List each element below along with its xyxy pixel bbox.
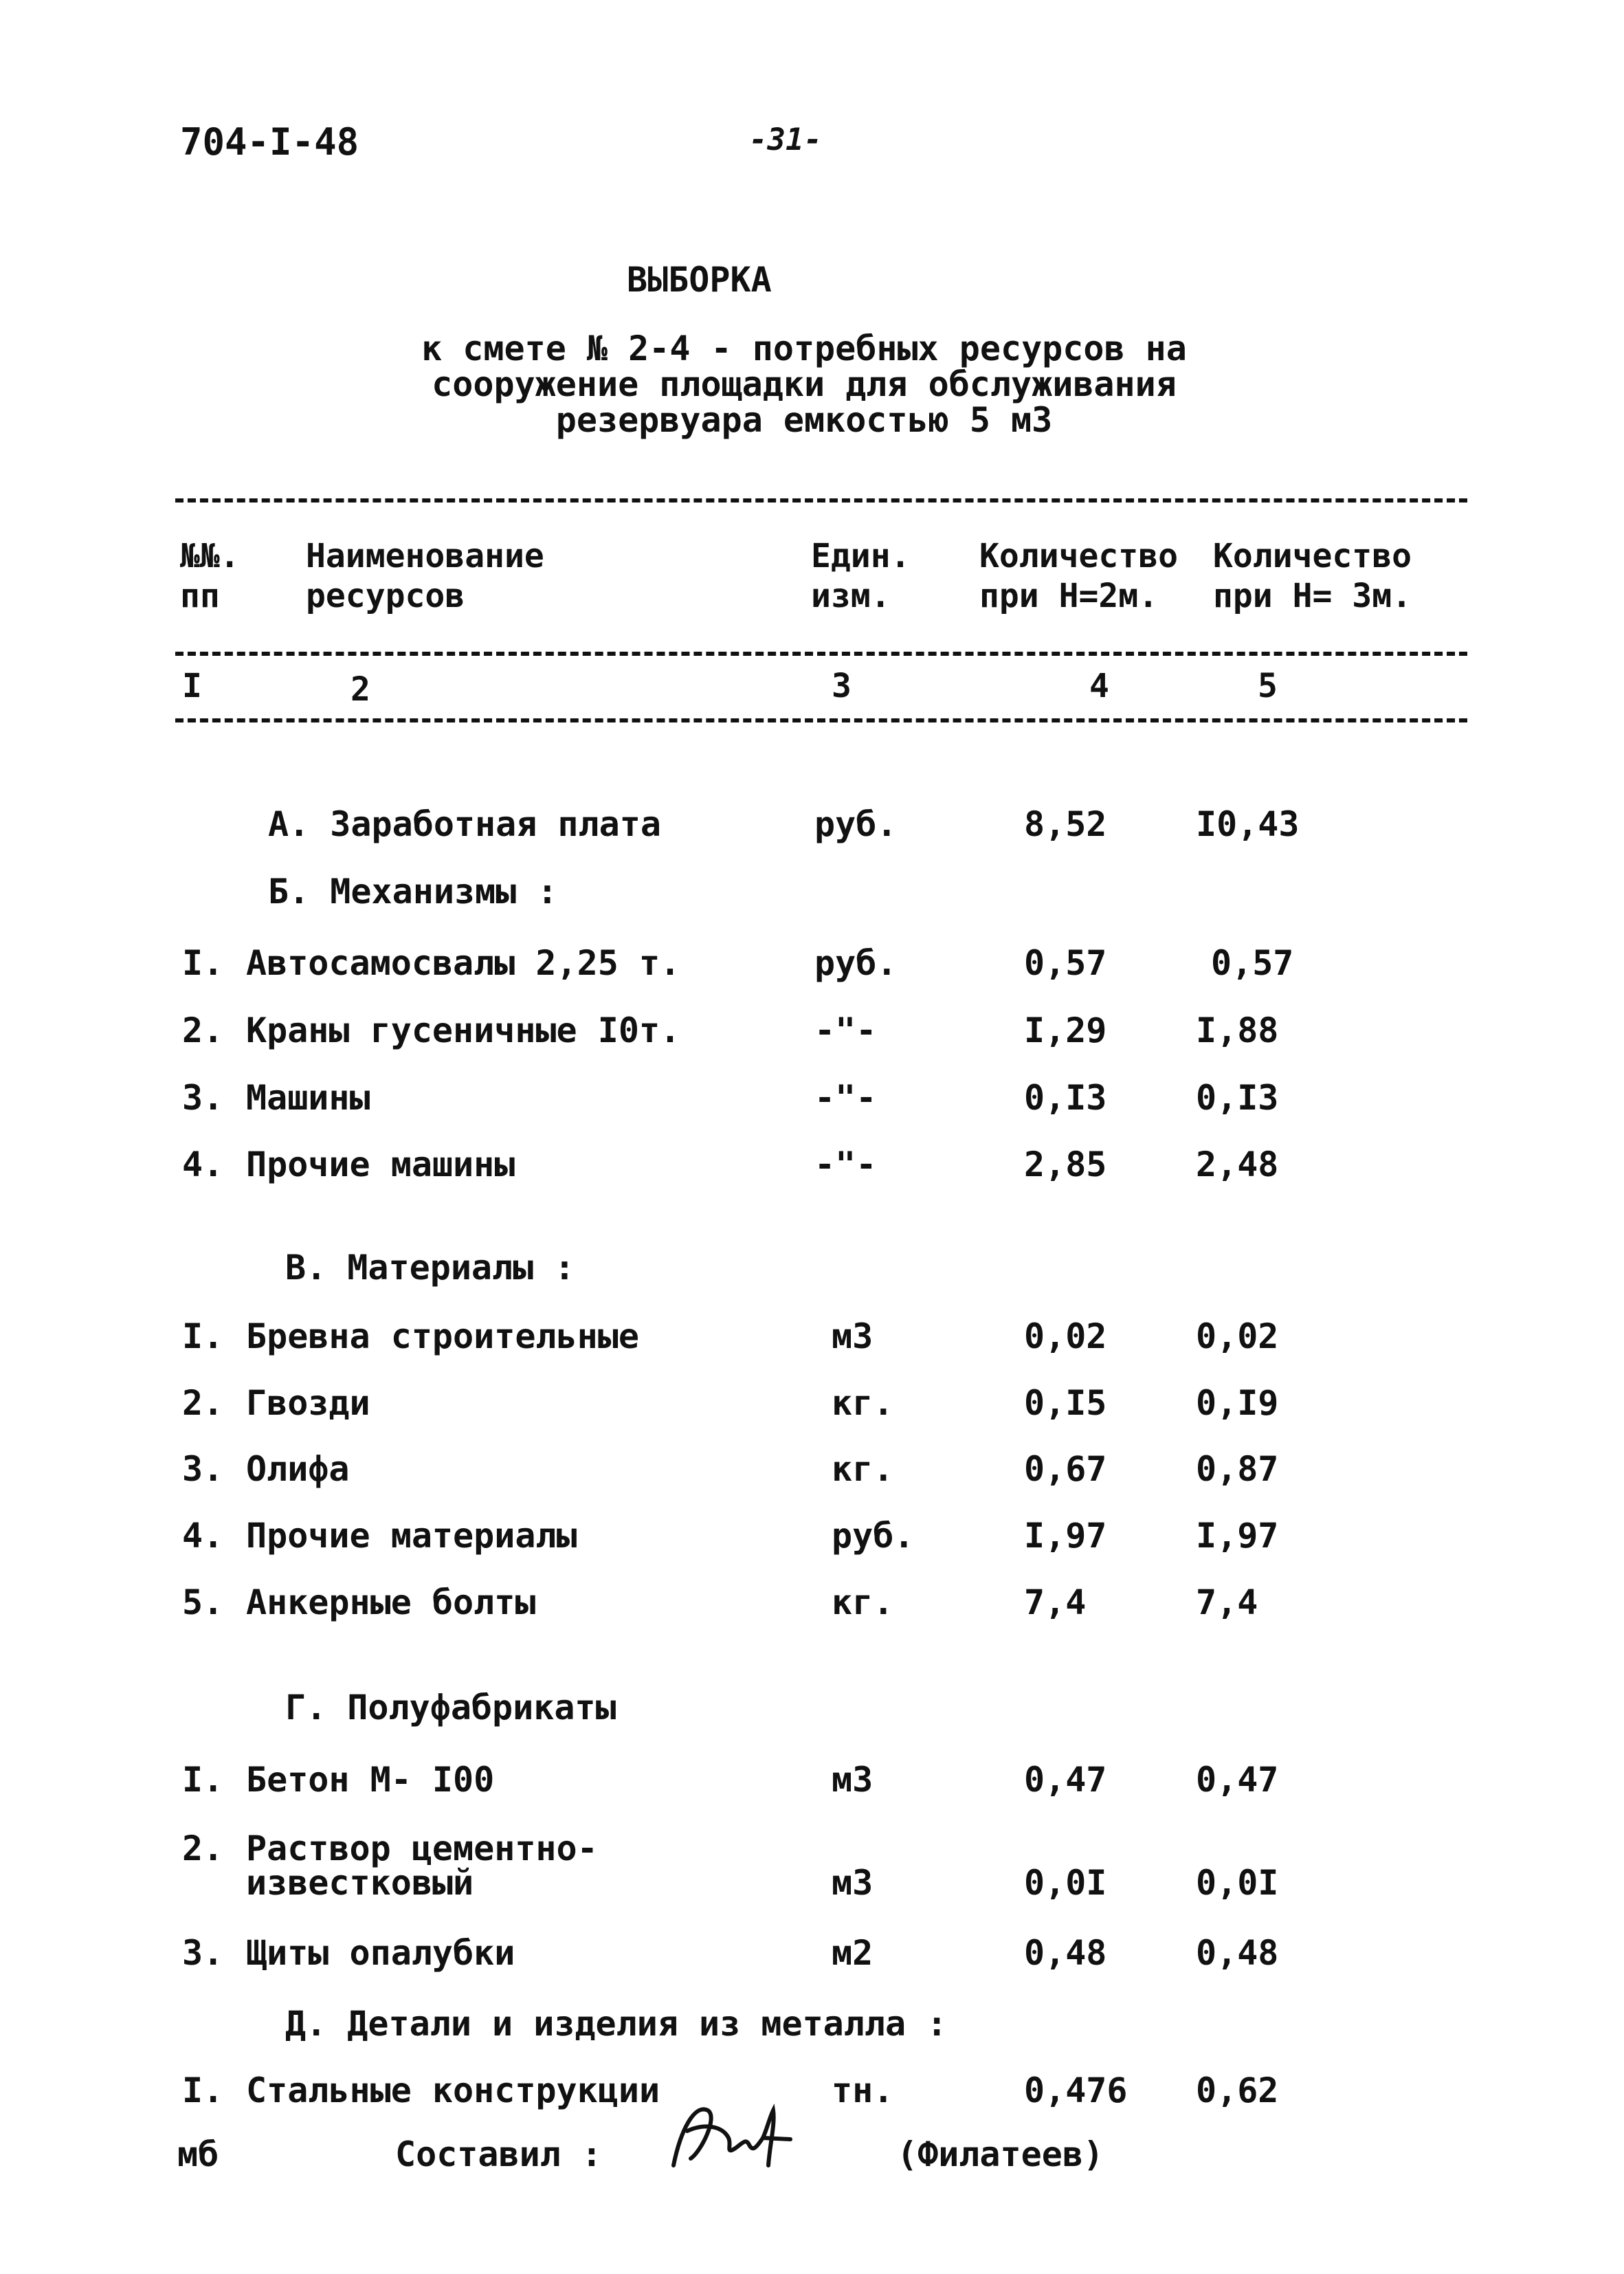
column-header-qty-2m: Количество при Н=2м. <box>979 537 1178 615</box>
title-line-3: резервуара емкостью 5 м3 <box>555 400 1053 440</box>
table-row: I. Бревна строительные м3 0,02 0,02 <box>182 1316 1279 1356</box>
section-title: А. Заработная плата <box>268 804 661 844</box>
table-row: I. Автосамосвалы 2,25 т. руб. 0,57 0,57 <box>182 943 1294 983</box>
unit-cell: руб. <box>814 804 898 844</box>
table-row: 3. Машины -"- 0,I3 0,I3 <box>182 1078 1279 1118</box>
table-row: 2. Гвозди кг. 0,I5 0,I9 <box>182 1383 1279 1423</box>
section-title-metal-parts: Д. Детали и изделия из металла : <box>285 2004 948 2044</box>
table-row: известковый м3 0,0I 0,0I <box>246 1863 1279 1903</box>
table-row: 4. Прочие материалы руб. I,97 I,97 <box>182 1516 1279 1556</box>
column-number-3: 3 <box>832 667 852 705</box>
section-wages-row <box>0 804 1624 852</box>
column-header-name: Наименование ресурсов <box>306 537 544 615</box>
column-number-4: 4 <box>1089 667 1109 705</box>
section-title-semi-finished: Г. Полуфабрикаты <box>285 1688 616 1727</box>
column-number-1: I <box>182 667 202 705</box>
qty-3m-cell: I0,43 <box>1196 804 1300 844</box>
signature-image <box>660 2090 797 2179</box>
table-row: 4. Прочие машины -"- 2,85 2,48 <box>182 1145 1279 1184</box>
section-title-materials: В. Материалы : <box>285 1248 575 1288</box>
header-rule <box>175 652 1467 656</box>
column-number-2: 2 <box>351 670 370 709</box>
table-row: 3. Олифа кг. 0,67 0,87 <box>182 1449 1279 1489</box>
table-top-rule <box>175 498 1467 503</box>
column-header-number: №№. пп <box>180 537 240 615</box>
table-row: 2. Краны гусеничные I0т. -"- I,29 I,88 <box>182 1011 1279 1050</box>
column-header-unit: Един. изм. <box>811 537 911 615</box>
column-numbers-rule <box>175 718 1467 722</box>
qty-2m-cell: 8,52 <box>1024 804 1107 844</box>
table-row: 5. Анкерные болты кг. 7,4 7,4 <box>182 1582 1258 1622</box>
document-title: ВЫБОРКА <box>627 260 772 300</box>
composed-by-label: Составил : <box>395 2134 603 2174</box>
document-code: 704-I-48 <box>180 120 359 164</box>
composer-name: (Филатеев) <box>897 2134 1104 2174</box>
table-row: I. Стальные конструкции тн. 0,476 0,62 <box>182 2071 1279 2110</box>
table-row: 2. Раствор цементно- <box>182 1829 598 1868</box>
page-number: -31- <box>749 122 822 157</box>
section-title-mechanisms: Б. Механизмы : <box>268 872 558 912</box>
table-row: 3. Щиты опалубки м2 0,48 0,48 <box>182 1933 1279 1973</box>
column-header-qty-3m: Количество при Н= 3м. <box>1213 537 1412 615</box>
title-line-1: к смете № 2-4 - потребных ресурсов на <box>421 329 1187 368</box>
title-line-2: сооружение площадки для обслуживания <box>432 364 1177 404</box>
footer-mark: мб <box>177 2134 219 2174</box>
column-number-5: 5 <box>1258 667 1278 705</box>
table-row: I. Бетон М- I00 м3 0,47 0,47 <box>182 1760 1279 1800</box>
